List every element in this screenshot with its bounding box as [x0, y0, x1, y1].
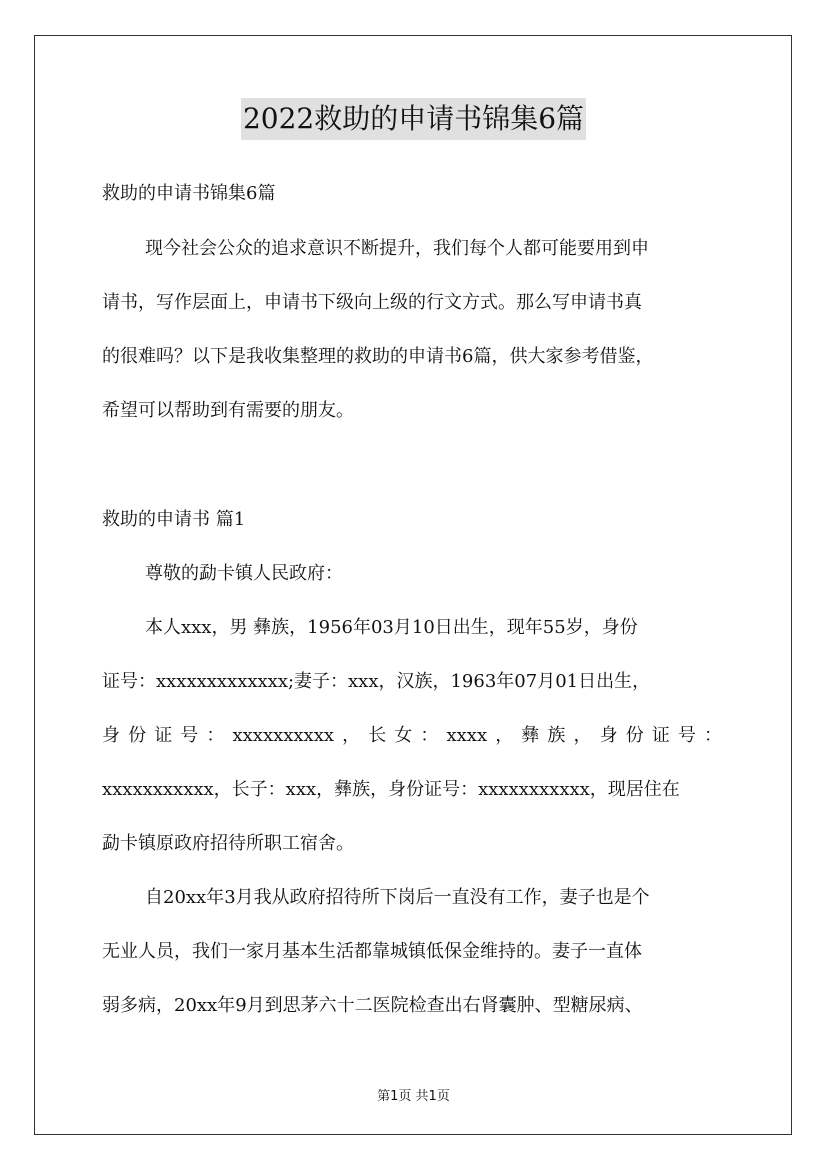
page-footer: 第1页 共1页 [377, 1089, 450, 1104]
intro-line-2: 请书，写作层面上，申请书下级向上级的行文方式。那么写申请书真 [102, 292, 642, 313]
para2-line-1: 自20xx年3月我从政府招待所下岗后一直没有工作，妻子也是个 [145, 887, 650, 908]
document-title: 2022救助的申请书锦集6篇 [241, 98, 586, 140]
para1-line-2: 证号：xxxxxxxxxxxxx;妻子：xxx，汉族，1963年07月01日出生， [102, 671, 651, 692]
para2-line-3: 弱多病，20xx年9月到思茅六十二医院检查出右肾囊肿、型糖尿病、 [102, 995, 643, 1016]
para1-line-4: xxxxxxxxxxx，长子：xxx，彝族，身份证号：xxxxxxxxxxx，现居住在 [102, 779, 680, 800]
intro-line-3: 的很难吗？以下是我收集整理的救助的申请书6篇，供大家参考借鉴， [102, 346, 654, 367]
salutation: 尊敬的勐卡镇人民政府： [145, 563, 343, 584]
para2-line-2: 无业人员，我们一家月基本生活都靠城镇低保金维持的。妻子一直体 [102, 941, 642, 962]
intro-line-1: 现今社会公众的追求意识不断提升，我们每个人都可能要用到申 [145, 238, 649, 259]
intro-line-4: 希望可以帮助到有需要的朋友。 [102, 400, 354, 421]
para1-line-5: 勐卡镇原政府招待所职工宿舍。 [102, 833, 354, 854]
title-container [0, 98, 827, 140]
para1-line-1: 本人xxx，男 彝族，1956年03月10日出生，现年55岁，身份 [145, 617, 638, 638]
section-heading: 救助的申请书 篇1 [102, 509, 246, 530]
para1-line-3: 身份证号：xxxxxxxxxx，长女：xxxx，彝族，身份证号： [102, 725, 722, 746]
document-subtitle: 救助的申请书锦集6篇 [102, 183, 276, 204]
